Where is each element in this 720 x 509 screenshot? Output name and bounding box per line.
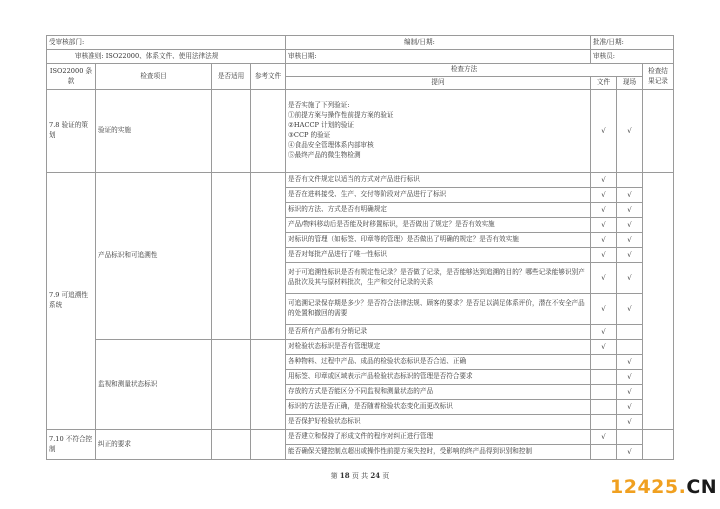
question-cell: 标识的方法、方式是否有明确规定 bbox=[286, 203, 591, 218]
header-row-1 bbox=[47, 36, 674, 50]
compile-label: 编制/日期: bbox=[286, 36, 591, 50]
footer-suffix: 页 bbox=[382, 472, 390, 480]
col-applicable: 是否适用 bbox=[212, 64, 251, 90]
col-site: 现场 bbox=[617, 77, 643, 90]
document-check-cell: √ bbox=[591, 248, 617, 263]
site-check-cell: √ bbox=[617, 233, 643, 248]
reference-cell bbox=[251, 340, 286, 430]
col-method: 检查方法 bbox=[286, 64, 643, 77]
col-outline: 提问 bbox=[286, 77, 591, 90]
column-header-row-1 bbox=[47, 64, 674, 77]
site-check-cell bbox=[617, 325, 643, 340]
question-cell: 产品/物料移动后是否能及时移置标识，是否做出了规定？是否有效实施 bbox=[286, 218, 591, 233]
document-check-cell bbox=[591, 370, 617, 385]
result-record-cell bbox=[643, 173, 674, 430]
document-check-cell: √ bbox=[591, 430, 617, 445]
site-check-cell: √ bbox=[617, 218, 643, 233]
table-row bbox=[47, 430, 674, 445]
site-check-cell: √ bbox=[617, 203, 643, 218]
audit-checklist-table bbox=[46, 35, 674, 460]
applicable-cell bbox=[212, 430, 251, 460]
reference-cell bbox=[251, 173, 286, 340]
clause-cell: 7.10 不符合控制 bbox=[47, 430, 96, 460]
table-row bbox=[47, 173, 674, 188]
document-check-cell bbox=[591, 355, 617, 370]
question-cell: 对于可追溯性标识是否有规定性记录？是否做了记录，是否能够达到追溯的目的？哪些记录能够识别产品批次及其与原材料批次，生产和交付记录的关系 bbox=[286, 263, 591, 294]
site-check-cell bbox=[617, 340, 643, 355]
site-check-cell: √ bbox=[617, 385, 643, 400]
question-cell: 是否建立和保持了形成文件的程序对纠正进行管理 bbox=[286, 430, 591, 445]
document-check-cell: √ bbox=[591, 340, 617, 355]
question-cell: 可追溯记录保存期是多少？是否符合法律法规、顾客的要求？是否足以满足体系评价，潜在不安全产品的处置和撤回的需要 bbox=[286, 294, 591, 325]
approve-label: 批准/日期: bbox=[591, 36, 674, 50]
site-check-cell: √ bbox=[617, 90, 643, 173]
site-check-cell: √ bbox=[617, 355, 643, 370]
footer-prefix: 第 bbox=[330, 472, 338, 480]
document-check-cell: √ bbox=[591, 173, 617, 188]
site-check-cell bbox=[617, 173, 643, 188]
check-item-cell: 产品标识和可追溯性 bbox=[96, 173, 212, 340]
watermark-tld: CN bbox=[686, 476, 718, 498]
auditor-label: 审核员: bbox=[591, 50, 674, 64]
document-check-cell: √ bbox=[591, 90, 617, 173]
document-check-cell: √ bbox=[591, 294, 617, 325]
document-check-cell: √ bbox=[591, 263, 617, 294]
check-item-cell: 纠正的要求 bbox=[96, 430, 212, 460]
site-check-cell: √ bbox=[617, 248, 643, 263]
watermark-digits: 12425 bbox=[610, 476, 679, 498]
header-row-2 bbox=[47, 50, 674, 64]
document-check-cell bbox=[591, 415, 617, 430]
result-record-cell bbox=[643, 90, 674, 173]
site-check-cell: √ bbox=[617, 370, 643, 385]
document-check-cell: √ bbox=[591, 203, 617, 218]
criteria-label: 审核准则: ISO22000、体系文件、使用法律法规 bbox=[47, 50, 286, 64]
question-cell: 是否保护好检验状态标识 bbox=[286, 415, 591, 430]
site-watermark-logo bbox=[610, 476, 717, 498]
site-check-cell: √ bbox=[617, 415, 643, 430]
question-cell: 存放的方式是否能区分不同监视和测量状态的产品 bbox=[286, 385, 591, 400]
table-row bbox=[47, 90, 674, 173]
col-document: 文件 bbox=[591, 77, 617, 90]
reference-cell bbox=[251, 90, 286, 173]
clause-cell: 7.9 可追溯性系统 bbox=[47, 173, 96, 430]
question-cell: 用标签、印章或区域表示产品检验状态标识的管理是否符合要求 bbox=[286, 370, 591, 385]
question-cell: 是否在进料接受、生产、交付等阶段对产品进行了标识 bbox=[286, 188, 591, 203]
result-record-cell bbox=[643, 430, 674, 460]
clause-cell: 7.8 验证的策划 bbox=[47, 90, 96, 173]
footer-page-number: 18 bbox=[339, 471, 350, 480]
question-cell: 各种物料、过程中产品、成品的检验状态标识是否合适、正确 bbox=[286, 355, 591, 370]
question-cell: 是否所有产品都有分销记录 bbox=[286, 325, 591, 340]
document-check-cell bbox=[591, 400, 617, 415]
question-cell: 能否确保关键控制点超出或操作性前提方案失控时，受影响的终产品得到识别和控制 bbox=[286, 445, 591, 460]
question-cell: 是否实施了下列验证: ①前提方案与操作性前提方案的验证 ②HACCP 计划的验证 ③CCP 的验证 ④食品安全管理体系内部审核 ⑤最终产品的微生物检测 bbox=[286, 90, 591, 173]
col-result: 检查结果记录 bbox=[643, 64, 674, 90]
footer-mid: 页 共 bbox=[351, 472, 369, 480]
col-reference: 参考文件 bbox=[251, 64, 286, 90]
site-check-cell: √ bbox=[617, 188, 643, 203]
reference-cell bbox=[251, 430, 286, 460]
site-check-cell bbox=[617, 430, 643, 445]
check-item-cell: 监视和测量状态标识 bbox=[96, 340, 212, 430]
document-check-cell: √ bbox=[591, 218, 617, 233]
question-cell: 对标识的管理（如标签、印章等的管理）是否做出了明确的规定？是否有效实施 bbox=[286, 233, 591, 248]
question-cell: 是否有文件规定以适当的方式对产品进行标识 bbox=[286, 173, 591, 188]
footer-total-pages: 24 bbox=[370, 471, 381, 480]
audit-date-label: 审核日期: bbox=[286, 50, 591, 64]
col-item: 检查项目 bbox=[96, 64, 212, 90]
document-check-cell: √ bbox=[591, 233, 617, 248]
document-check-cell: √ bbox=[591, 325, 617, 340]
applicable-cell bbox=[212, 340, 251, 430]
table-row bbox=[47, 340, 674, 355]
question-cell: 标识的方法是否正确，是否随着检验状态变化而更改标识 bbox=[286, 400, 591, 415]
site-check-cell: √ bbox=[617, 400, 643, 415]
document-check-cell bbox=[591, 445, 617, 460]
question-cell: 对检验状态标识是否有管理规定 bbox=[286, 340, 591, 355]
check-item-cell: 验证的实施 bbox=[96, 90, 212, 173]
document-check-cell: √ bbox=[591, 188, 617, 203]
dept-label: 受审核部门: bbox=[47, 36, 286, 50]
site-check-cell: √ bbox=[617, 294, 643, 325]
watermark-dot: . bbox=[678, 476, 687, 498]
applicable-cell bbox=[212, 173, 251, 340]
site-check-cell: √ bbox=[617, 263, 643, 294]
site-check-cell: √ bbox=[617, 445, 643, 460]
col-clause: ISO22000 条款 bbox=[47, 64, 96, 90]
applicable-cell bbox=[212, 90, 251, 173]
question-cell: 是否对每批产品进行了唯一性标识 bbox=[286, 248, 591, 263]
document-check-cell bbox=[591, 385, 617, 400]
